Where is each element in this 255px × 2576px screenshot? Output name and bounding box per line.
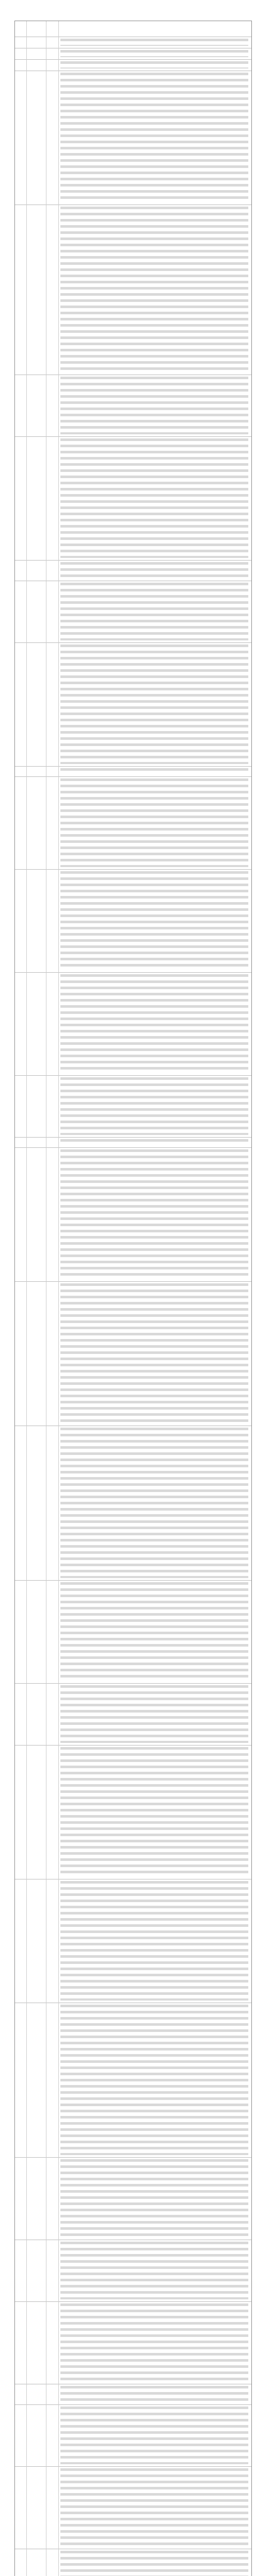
table-cell: [15, 2404, 27, 2466]
table-cell: [46, 2549, 59, 2576]
table-row: [15, 375, 251, 437]
text-placeholder: [60, 583, 248, 640]
table-cell: [15, 205, 27, 375]
table-row: [15, 436, 251, 561]
table-row: [15, 766, 251, 777]
table-cell: [46, 560, 59, 581]
table-cell: [26, 869, 46, 972]
table-cell: [15, 48, 27, 59]
table-cell: [15, 2466, 27, 2549]
table-cell: [15, 1137, 27, 1147]
text-placeholder: [60, 1685, 248, 1743]
table-row: [15, 2404, 251, 2467]
table-cell: [26, 21, 46, 37]
page-title: [0, 11, 255, 19]
table-row: [15, 1879, 251, 2003]
text-placeholder: [60, 1428, 248, 1578]
table-row: [15, 205, 251, 375]
table-cell: [15, 2157, 27, 2240]
table-cell: [15, 2549, 27, 2576]
table-cell: [26, 1281, 46, 1426]
table-cell: [15, 2003, 27, 2157]
text-placeholder: [60, 1283, 248, 1423]
text-placeholder: [60, 1149, 248, 1279]
table-cell: [15, 1147, 27, 1281]
table-cell: [46, 1426, 59, 1580]
table-cell: [15, 59, 27, 71]
text-placeholder: [60, 1582, 248, 1681]
table-cell: [15, 1879, 27, 2003]
table-cell: [26, 2003, 46, 2157]
table-row: [15, 2466, 251, 2549]
text-placeholder: [60, 61, 248, 69]
table-cell: [46, 1147, 59, 1281]
table-cell: [26, 1426, 46, 1580]
text-placeholder: [60, 1881, 248, 2001]
table-row: [15, 2003, 251, 2158]
table-cell: [26, 1147, 46, 1281]
table-cell: [15, 1075, 27, 1137]
table-cell: [15, 560, 27, 581]
text-placeholder: [60, 2005, 248, 2155]
table-cell: [15, 436, 27, 560]
table-cell: [15, 581, 27, 642]
table-cell: [46, 766, 59, 776]
text-placeholder: [60, 768, 248, 774]
table-cell: [46, 59, 59, 71]
table-cell: [46, 71, 59, 205]
table-cell: [15, 71, 27, 205]
table-cell: [58, 21, 252, 37]
table-cell: [46, 2466, 59, 2549]
table-cell: [15, 2240, 27, 2301]
table-row: [15, 2384, 251, 2405]
table-cell: [26, 1075, 46, 1137]
table-cell: [46, 2301, 59, 2384]
table-cell: [46, 2240, 59, 2301]
table-row: [15, 71, 251, 205]
table-cell: [26, 375, 46, 436]
table-cell: [26, 776, 46, 869]
text-placeholder: [60, 778, 248, 867]
table-cell: [26, 581, 46, 642]
table-cell: [46, 642, 59, 766]
text-placeholder: [60, 2303, 248, 2382]
text-placeholder: [60, 871, 248, 970]
table-row: [15, 59, 251, 71]
table-cell: [15, 642, 27, 766]
table-row: [15, 642, 251, 767]
table-cell: [26, 71, 46, 205]
table-cell: [15, 972, 27, 1075]
table-cell: [46, 2404, 59, 2466]
table-cell: [46, 1580, 59, 1683]
table-cell: [26, 766, 46, 776]
table-cell: [46, 21, 59, 37]
table-cell: [26, 436, 46, 560]
table-cell: [46, 1137, 59, 1147]
text-placeholder: [60, 50, 248, 57]
table-cell: [26, 205, 46, 375]
table-row: [15, 2240, 251, 2302]
table-cell: [46, 581, 59, 642]
table-cell: [26, 1879, 46, 2003]
table-cell: [46, 972, 59, 1075]
table-row: [15, 869, 251, 973]
text-placeholder: [60, 2242, 248, 2299]
table-cell: [26, 972, 46, 1075]
text-placeholder: [60, 2406, 248, 2464]
table-cell: [26, 560, 46, 581]
table-row: [15, 48, 251, 60]
text-placeholder: [60, 1077, 248, 1135]
text-placeholder: [60, 2386, 248, 2402]
table-cell: [46, 2384, 59, 2404]
table-cell: [15, 766, 27, 776]
table-cell: [26, 1580, 46, 1683]
table-row: [15, 2157, 251, 2240]
table-row: [15, 37, 251, 48]
table-row: [15, 1137, 251, 1148]
table-cell: [46, 2157, 59, 2240]
table-row: [15, 1281, 251, 1426]
table-cell: [46, 375, 59, 436]
table-row: [15, 1147, 251, 1282]
text-placeholder: [60, 1139, 248, 1145]
table-cell: [46, 37, 59, 48]
table-row: [15, 2301, 251, 2384]
table-cell: [46, 1683, 59, 1745]
table-cell: [46, 205, 59, 375]
text-placeholder: [60, 73, 248, 202]
table-row: [15, 581, 251, 643]
table-cell: [26, 48, 46, 59]
table-cell: [15, 21, 27, 37]
table-cell: [26, 2301, 46, 2384]
table-cell: [26, 2240, 46, 2301]
text-placeholder: [60, 2468, 248, 2547]
table-cell: [26, 1745, 46, 1879]
text-placeholder: [60, 438, 248, 558]
table-cell: [15, 2384, 27, 2404]
table-cell: [15, 869, 27, 972]
table-cell: [46, 869, 59, 972]
table-cell: [15, 1426, 27, 1580]
text-placeholder: [60, 2159, 248, 2238]
text-placeholder: [60, 1747, 248, 1877]
table-cell: [15, 1683, 27, 1745]
table-row: [15, 1683, 251, 1745]
text-placeholder: [60, 2551, 248, 2576]
table-cell: [26, 37, 46, 48]
table-cell: [15, 1281, 27, 1426]
table-cell: [26, 2549, 46, 2576]
table-row: [15, 1745, 251, 1879]
table-row: [15, 1075, 251, 1138]
table-row: [15, 972, 251, 1076]
table-cell: [46, 48, 59, 59]
table-cell: [15, 37, 27, 48]
table-row: [15, 1580, 251, 1684]
table-cell: [26, 2157, 46, 2240]
table-cell: [46, 1075, 59, 1137]
table-cell: [46, 1745, 59, 1879]
table-row: [15, 1426, 251, 1581]
text-placeholder: [60, 645, 248, 764]
table-cell: [26, 2384, 46, 2404]
table-cell: [46, 2003, 59, 2157]
text-placeholder: [60, 974, 248, 1073]
table-cell: [46, 776, 59, 869]
table-cell: [46, 1281, 59, 1426]
table-cell: [15, 375, 27, 436]
table-row: [15, 560, 251, 581]
text-placeholder: [60, 377, 248, 434]
table-cell: [26, 642, 46, 766]
text-placeholder: [60, 39, 248, 46]
table-row: [15, 776, 251, 870]
table-cell: [26, 1137, 46, 1147]
table-row: [15, 2549, 251, 2576]
table-cell: [15, 1745, 27, 1879]
table-cell: [15, 2301, 27, 2384]
table-cell: [26, 59, 46, 71]
table-cell: [26, 2404, 46, 2466]
province-table: [14, 21, 252, 2576]
text-placeholder: [60, 207, 248, 372]
table-cell: [26, 1683, 46, 1745]
table-cell: [15, 1580, 27, 1683]
table-cell: [15, 776, 27, 869]
table-cell: [46, 436, 59, 560]
table-cell: [46, 1879, 59, 2003]
text-placeholder: [60, 562, 248, 579]
table-cell: [26, 2466, 46, 2549]
table-row: [15, 21, 251, 37]
